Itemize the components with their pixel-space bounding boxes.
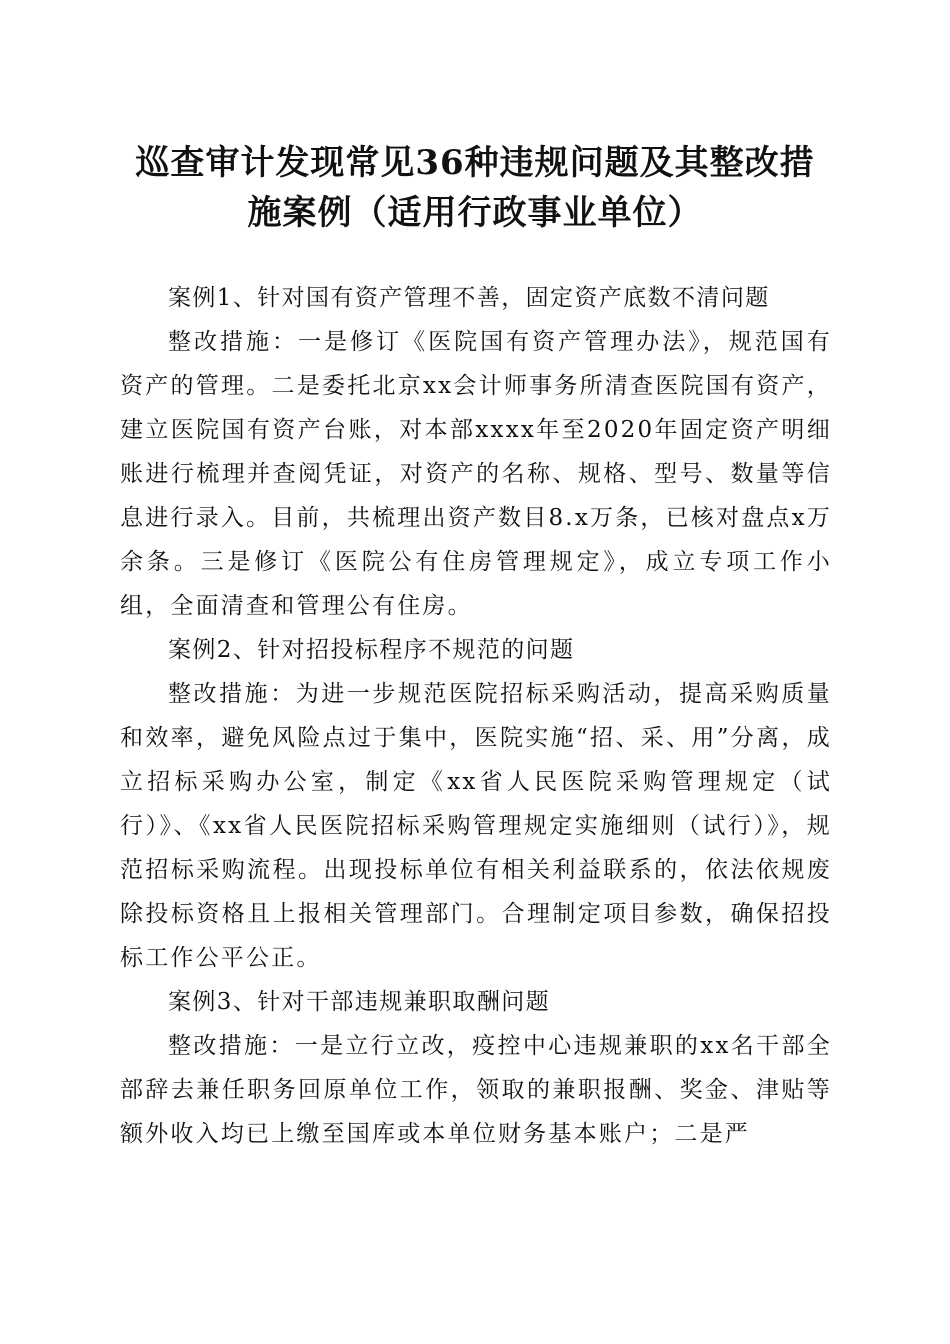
case-1-measures: 整改措施：一是修订《医院国有资产管理办法》，规范国有资产的管理。二是委托北京xx会计师事务所清查医院国有资产，建立医院国有资产台账，对本部xxxx年至2020年固定资产明细账进行梳理并查阅凭证，对资产的名称、规格、型号、数量等信息进行录入。目前，共梳理出资产数目8.x万条，已核对盘点x万余条。三是修订《医院公有住房管理规定》，成立专项工作小组，全面清查和管理公有住房。 [120,329,832,619]
case-2-measures: 整改措施：为进一步规范医院招标采购活动，提高采购质量和效率，避免风险点过于集中，医院实施“招、采、用”分离，成立招标采购办公室，制定《xx省人民医院采购管理规定（试行）》、《xx省人民医院招标采购管理规定实施细则（试行）》，规范招标采购流程。出现投标单位有相关利益联系的，依法依规废除投标资格且上报相关管理部门。合理制定项目参数，确保招投标工作公平公正。 [120,681,832,971]
title-line-1: 巡查审计发现常见36种违规问题及其整改措 [135,143,815,183]
case-1-heading: 案例1、针对国有资产管理不善，固定资产底数不清问题 [168,285,770,311]
case-3-heading: 案例3、针对干部违规兼职取酬问题 [168,989,551,1015]
case-3-measures: 整改措施：一是立行立改，疫控中心违规兼职的xx名干部全部辞去兼任职务回原单位工作，领取的兼职报酬、奖金、津贴等额外收入均已上缴至国库或本单位财务基本账户；二是严 [120,1033,832,1147]
case-2-heading: 案例2、针对招投标程序不规范的问题 [168,637,575,663]
document-body [120,276,832,1156]
document-title [110,138,840,238]
title-line-2: 施案例（适用行政事业单位） [247,193,703,233]
